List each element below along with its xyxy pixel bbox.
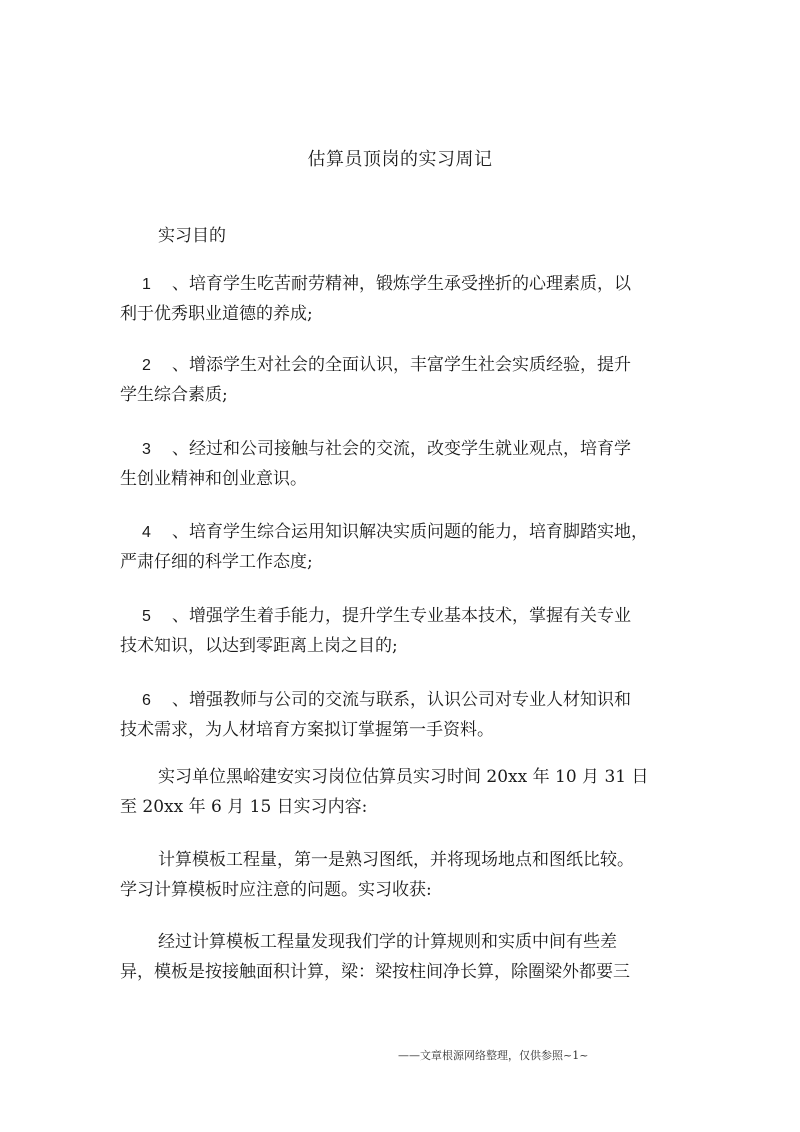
list-item	[120, 269, 650, 329]
item-number: 5	[142, 608, 151, 625]
list-item	[120, 434, 650, 494]
item-text-line: 、增添学生对社会的全面认识，丰富学生社会实质经验，提升	[172, 355, 631, 375]
paragraph-line: 学习计算模板时应注意的问题。实习收获:	[120, 880, 432, 900]
item-text-line: 技术知识，以达到零距离上岗之目的;	[120, 636, 398, 656]
item-text-line: 生创业精神和创业意识。	[120, 469, 307, 489]
item-text-line: 严肃仔细的科学工作态度;	[120, 552, 313, 572]
item-text-line: 、培育学生吃苦耐劳精神，锻炼学生承受挫折的心理素质，以	[172, 274, 631, 294]
item-number: 1	[142, 276, 151, 293]
item-text-line: 技术需求，为人材培育方案拟订掌握第一手资料。	[120, 720, 494, 740]
paragraph-line: 实习单位黑峪建安实习岗位估算员实习时间 20xx 年 10 月 31 日	[158, 767, 649, 787]
paragraph-line: 经过计算模板工程量发现我们学的计算规则和实质中间有些差	[158, 932, 617, 952]
list-item	[120, 350, 650, 410]
item-number: 4	[142, 524, 151, 541]
body-paragraph	[120, 927, 650, 987]
item-text-line: 、增强学生着手能力，提升学生专业基本技术，掌握有关专业	[172, 606, 631, 626]
paragraph-line: 计算模板工程量，第一是熟习图纸，并将现场地点和图纸比较。	[158, 850, 634, 870]
paragraph-line: 至 20xx 年 6 月 15 日实习内容:	[120, 797, 368, 817]
document-title: 估算员顶岗的实习周记	[307, 149, 493, 170]
item-text-line: 利于优秀职业道德的养成;	[120, 304, 313, 324]
section-heading: 实习目的	[158, 226, 226, 246]
list-item	[120, 517, 650, 577]
paragraph-line: 异，模板是按接触面积计算，梁：梁按柱间净长算，除圈梁外都要三	[120, 962, 630, 982]
body-paragraph	[120, 845, 650, 905]
item-text-line: 、经过和公司接触与社会的交流，改变学生就业观点，培育学	[172, 439, 631, 459]
item-number: 6	[142, 692, 151, 709]
item-text-line: 、增强教师与公司的交流与联系，认识公司对专业人材知识和	[172, 690, 631, 710]
item-text-line: 、培育学生综合运用知识解决实质问题的能力，培育脚踏实地，	[172, 522, 648, 542]
list-item	[120, 601, 650, 661]
body-paragraph	[120, 762, 650, 822]
item-number: 3	[142, 441, 151, 458]
item-number: 2	[142, 357, 151, 374]
list-item	[120, 685, 650, 745]
page-footer: ——文章根源网络整理，仅供参照~1~	[398, 1049, 589, 1062]
item-text-line: 学生综合素质;	[120, 385, 228, 405]
